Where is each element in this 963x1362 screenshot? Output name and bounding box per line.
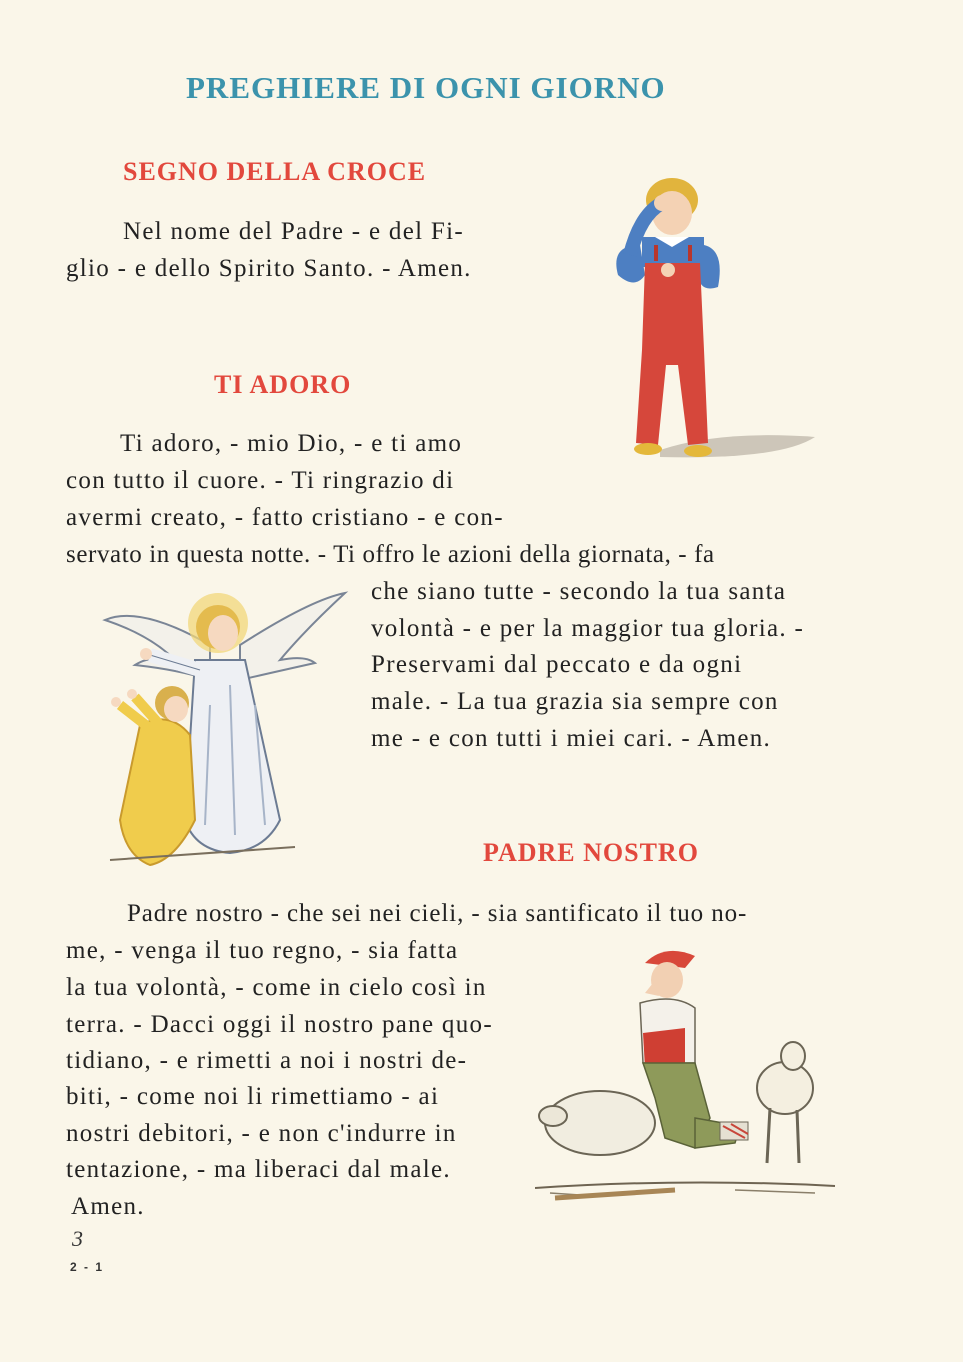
padre-nostro-line: tidiano, - e rimetti a noi i nostri de-: [66, 1047, 468, 1074]
ti-adoro-line: volontà - e per la maggior tua gloria. -: [371, 615, 805, 642]
heading-ti-adoro: TI ADORO: [214, 370, 352, 399]
heading-padre-nostro: PADRE NOSTRO: [483, 838, 699, 867]
padre-nostro-line: Amen.: [71, 1193, 145, 1220]
segno-line: glio - e dello Spirito Santo. - Amen.: [66, 255, 472, 282]
segno-line: Nel nome del Padre - e del Fi-: [123, 218, 464, 245]
printer-signature: 2 - 1: [70, 1260, 105, 1274]
padre-nostro-line: biti, - come noi li rimettiamo - ai: [66, 1083, 440, 1110]
padre-nostro-line: terra. - Dacci oggi il nostro pane quo-: [66, 1011, 493, 1038]
ti-adoro-line: che siano tutte - secondo la tua santa: [371, 578, 787, 605]
shepherd-boy-illustration: [535, 938, 840, 1210]
page-number: 3: [72, 1226, 83, 1251]
guardian-angel-illustration: [80, 585, 355, 875]
page-title: PREGHIERE DI OGNI GIORNO: [186, 70, 666, 105]
padre-nostro-line: nostri debitori, - e non c'indurre in: [66, 1120, 457, 1147]
heading-segno-della-croce: SEGNO DELLA CROCE: [123, 157, 427, 186]
boy-sign-of-cross-illustration: [600, 175, 825, 465]
ti-adoro-line: con tutto il cuore. - Ti ringrazio di: [66, 467, 455, 494]
padre-nostro-line: me, - venga il tuo regno, - sia fatta: [66, 937, 459, 964]
ti-adoro-line: Ti adoro, - mio Dio, - e ti amo: [120, 430, 463, 457]
padre-nostro-line: tentazione, - ma liberaci dal male.: [66, 1156, 451, 1183]
padre-nostro-line: la tua volontà, - come in cielo così in: [66, 974, 487, 1001]
ti-adoro-line: servato in questa notte. - Ti offro le azioni della giornata, - fa: [66, 541, 715, 568]
ti-adoro-line: avermi creato, - fatto cristiano - e con-: [66, 504, 504, 531]
ti-adoro-line: male. - La tua grazia sia sempre con: [371, 688, 779, 715]
ti-adoro-line: Preservami dal peccato e da ogni: [371, 651, 743, 678]
ti-adoro-line: me - e con tutti i miei cari. - Amen.: [371, 725, 772, 752]
padre-nostro-line: Padre nostro - che sei nei cieli, - sia santificato il tuo no-: [127, 900, 748, 927]
